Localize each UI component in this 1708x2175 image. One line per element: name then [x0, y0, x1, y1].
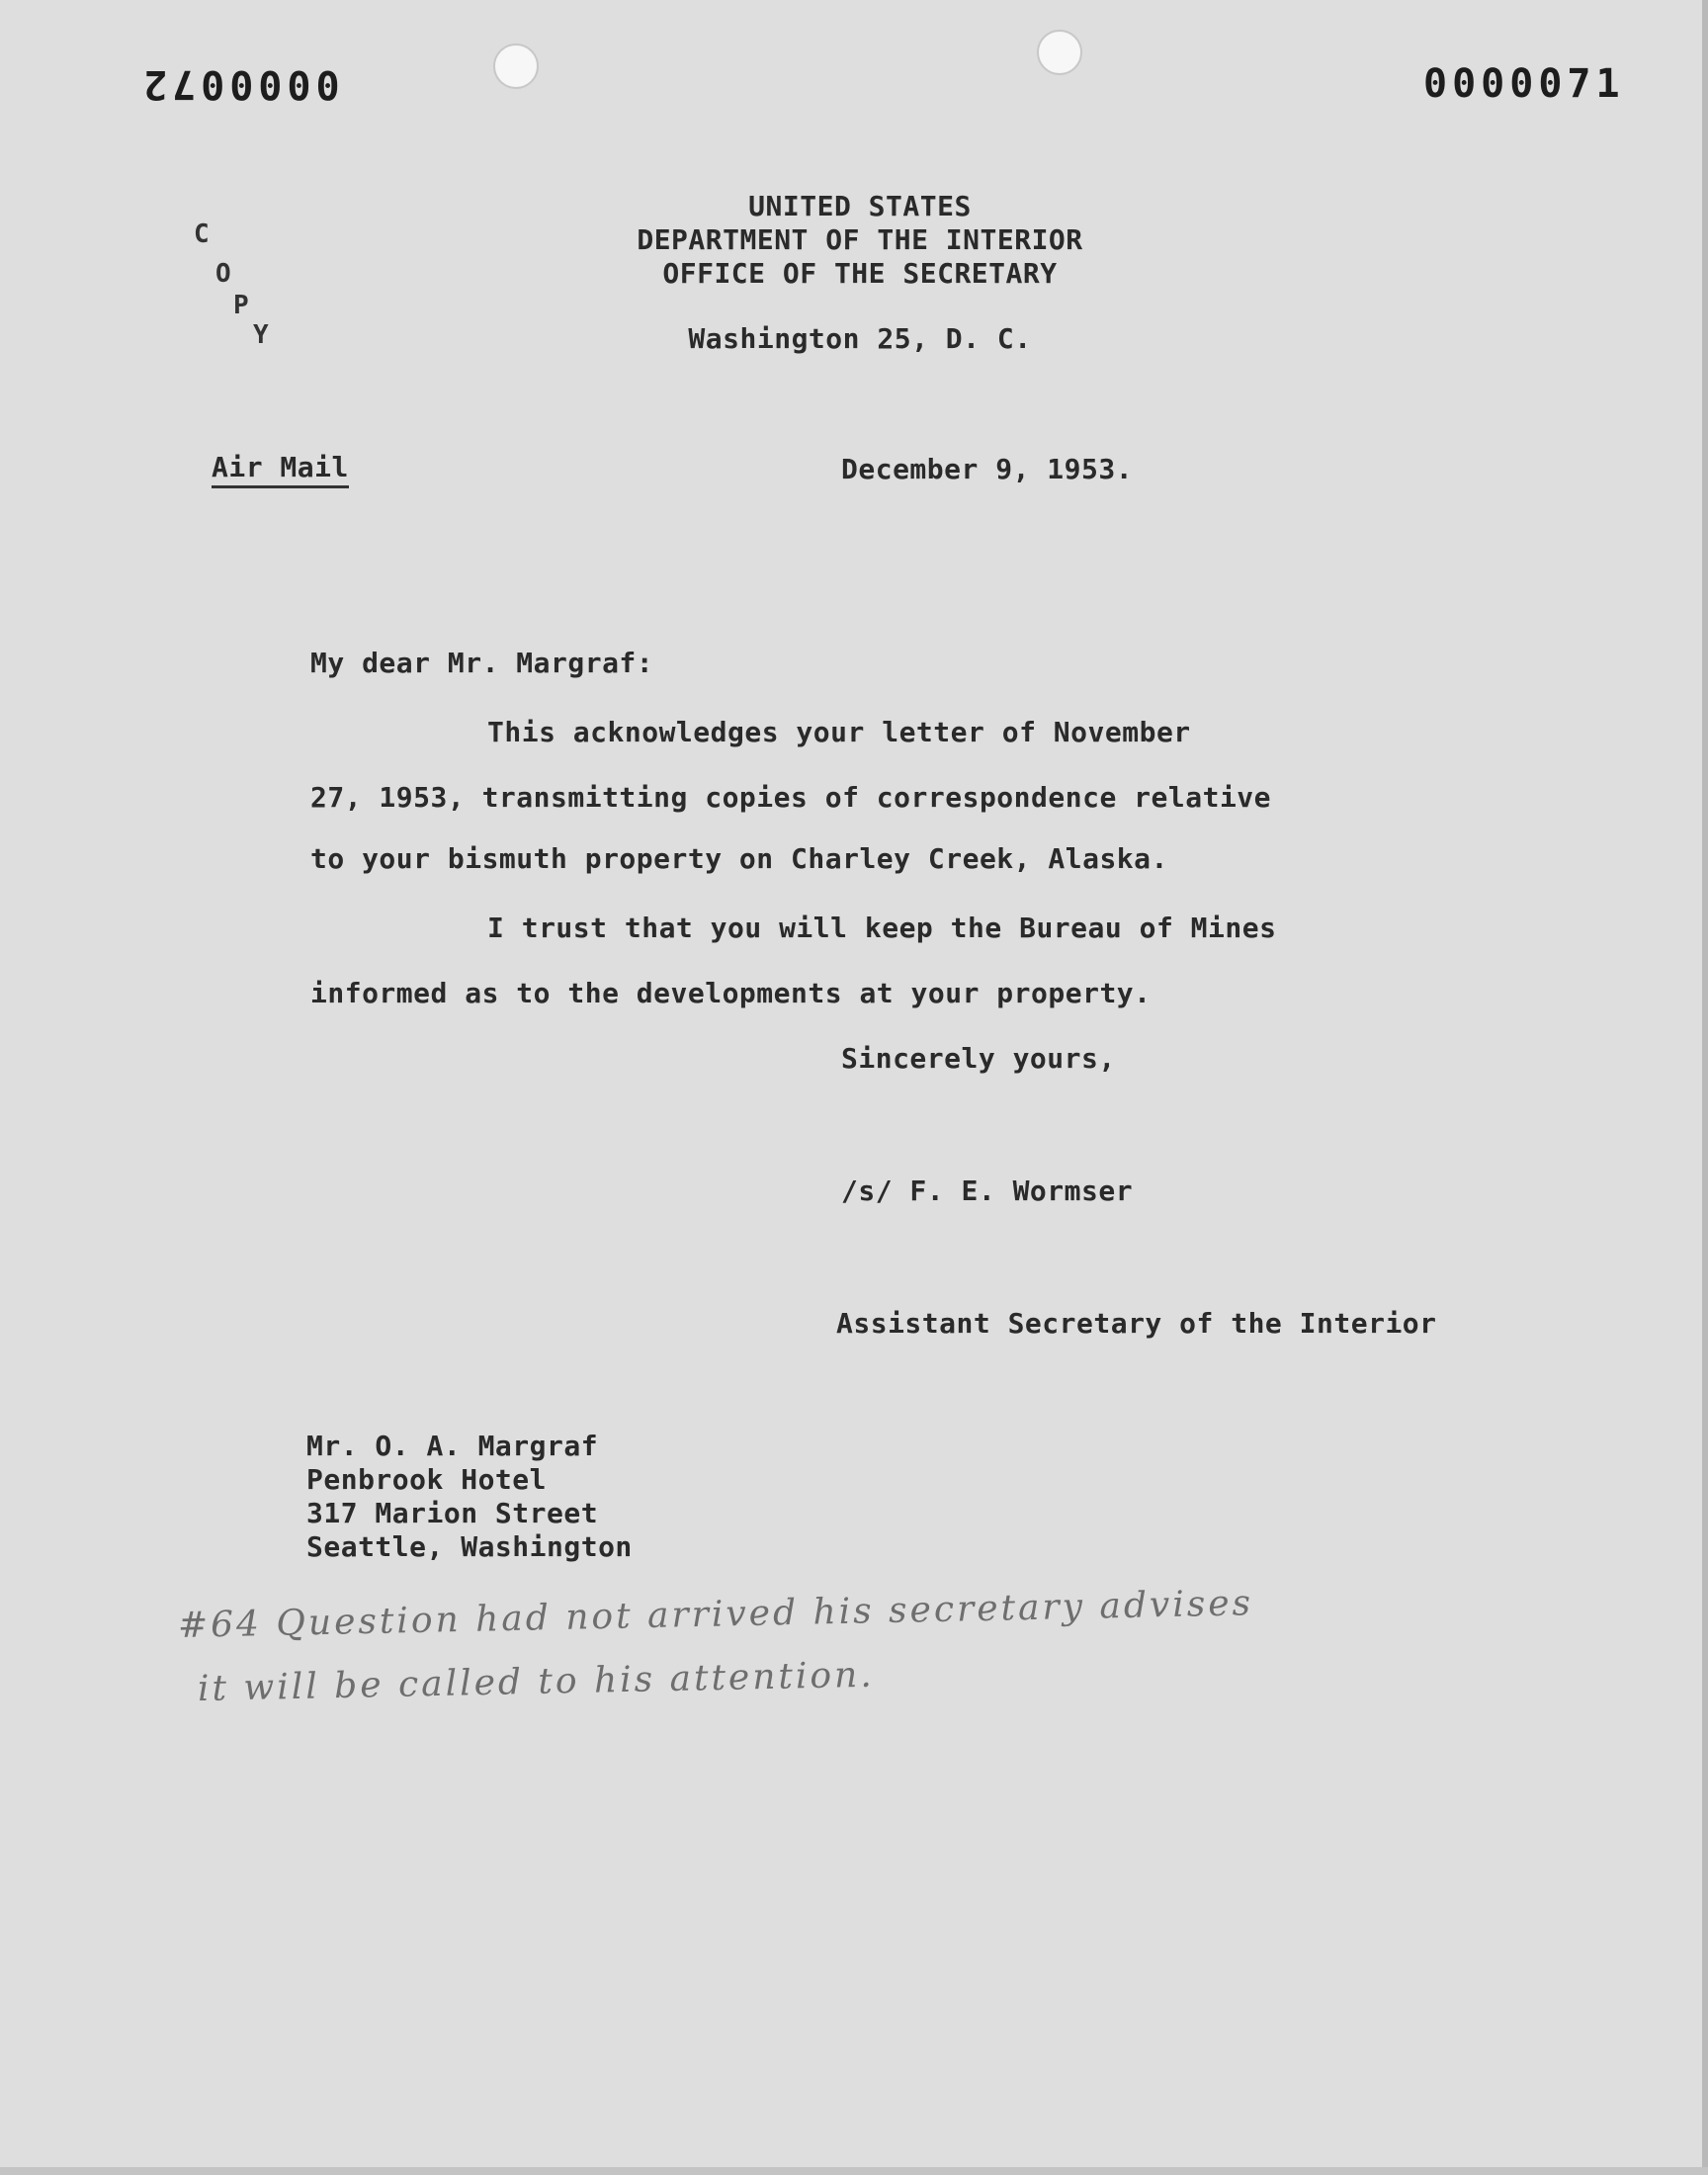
address-city: Seattle, Washington: [306, 1530, 633, 1563]
signature: /s/ F. E. Wormser: [841, 1174, 1134, 1207]
letter-date: December 9, 1953.: [841, 453, 1134, 485]
address-street: 317 Marion Street: [306, 1497, 599, 1529]
copy-mark-c: C: [194, 219, 210, 249]
letterhead-office: OFFICE OF THE SECRETARY: [662, 257, 1058, 290]
copy-mark-o: O: [215, 259, 231, 289]
punch-hole-left: [493, 44, 539, 89]
copy-mark-p: P: [233, 291, 249, 320]
page-number-stamp-right: 0000071: [1423, 61, 1625, 107]
address-name: Mr. O. A. Margraf: [306, 1430, 599, 1462]
delivery-method: [212, 451, 349, 483]
handwritten-note-line-2: it will be called to his attention.: [197, 1654, 876, 1709]
body-line-4: I trust that you will keep the Bureau of Mines: [487, 912, 1277, 944]
page-edge-right: [1702, 0, 1708, 2175]
body-line-2: 27, 1953, transmitting copies of correspondence relative: [310, 781, 1272, 814]
letterhead-department: DEPARTMENT OF THE INTERIOR: [637, 223, 1083, 256]
delivery-method-text: Air Mail: [212, 451, 349, 488]
closing: Sincerely yours,: [841, 1042, 1116, 1075]
punch-hole-right: [1037, 30, 1082, 75]
copy-mark-y: Y: [253, 320, 269, 350]
body-line-1: This acknowledges your letter of November: [487, 716, 1191, 748]
body-line-3: to your bismuth property on Charley Creek, Alaska.: [310, 842, 1168, 875]
page-number-stamp-left: 0000072: [138, 61, 340, 107]
handwritten-note-line-1: #64 Question had not arrived his secretary advises: [177, 1583, 1254, 1646]
letterhead-country: UNITED STATES: [748, 190, 972, 222]
letterhead-city: Washington 25, D. C.: [688, 322, 1032, 355]
body-line-5: informed as to the developments at your property.: [310, 977, 1152, 1009]
page-edge-bottom: [0, 2167, 1708, 2175]
signer-title: Assistant Secretary of the Interior: [836, 1307, 1437, 1340]
address-hotel: Penbrook Hotel: [306, 1463, 548, 1496]
salutation: My dear Mr. Margraf:: [310, 647, 654, 679]
